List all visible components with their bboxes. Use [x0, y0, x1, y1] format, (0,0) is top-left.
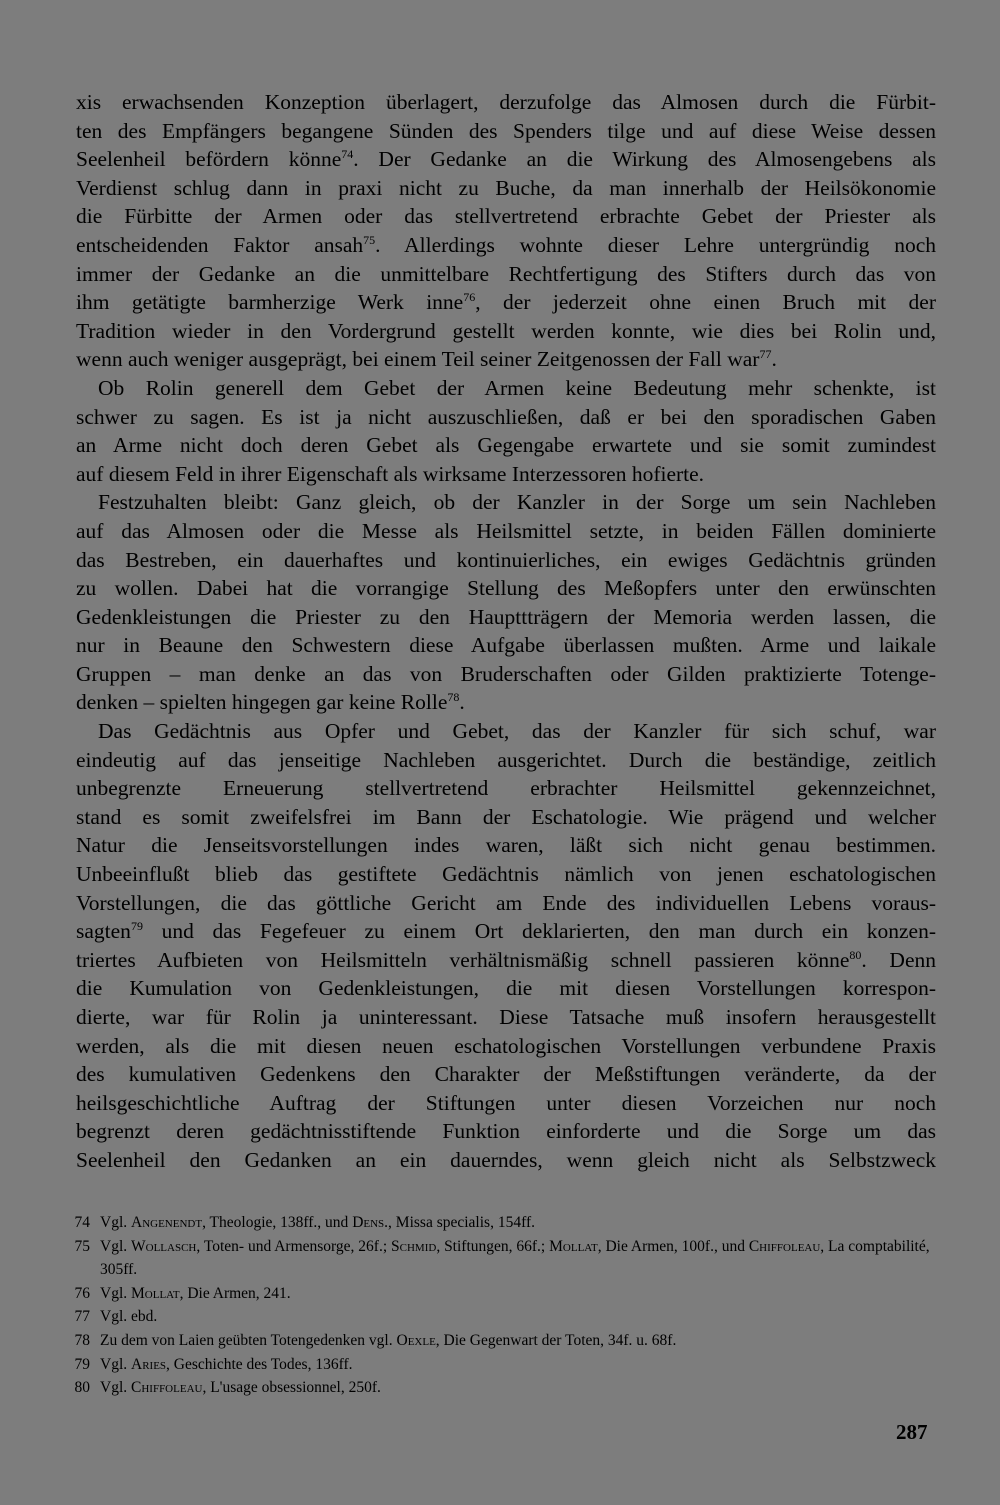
- text-line: das Bestreben, ein dauerhaftes und kontinuierliches, ein ewiges Gedächtnis gründen: [76, 547, 936, 572]
- footnote-76: [60, 1282, 940, 1306]
- footnote-78: [60, 1329, 940, 1353]
- text-line: Seelenheil den Gedanken an ein dauerndes, wenn gleich nicht als Selbstzweck: [76, 1147, 936, 1172]
- text-line: Tradition wieder in den Vordergrund gestellt werden konnte, wie dies bei Rolin und,: [76, 318, 936, 343]
- text-line: heilsgeschichtliche Auftrag der Stiftungen unter diesen Vorzeichen nur noch: [76, 1090, 936, 1115]
- text-line: an Arme nicht doch deren Gebet als Gegengabe erwartete und sie somit zumindest: [76, 433, 936, 458]
- text-line: Unbeeinflußt blieb das gestiftete Gedächtnis nämlich von jenen eschatologischen: [76, 862, 936, 887]
- footnote-text: Vgl. Aries, Geschichte des Todes, 136ff.: [100, 1355, 353, 1373]
- text-line: immer der Gedanke an die unmittelbare Rechtfertigung des Stifters durch das von: [76, 261, 936, 286]
- footnote-marker[interactable]: 78: [447, 690, 460, 705]
- text-line: Gruppen – man denke an das von Bruderschaften oder Gilden praktizierte Totenge-: [76, 661, 936, 686]
- text-line: eindeutig auf das jenseitige Nachleben ausgerichtet. Durch die beständige, zeitlich: [76, 747, 936, 772]
- text-line: stand es somit zweifelsfrei im Bann der Eschatologie. Wie prägend und welcher: [76, 804, 936, 829]
- footnote-80: [60, 1376, 940, 1400]
- footnote-number: 78: [74, 1331, 90, 1349]
- text-line: schwer zu sagen. Es ist ja nicht auszuschließen, daß er bei den sporadischen Gaben: [76, 404, 936, 429]
- footnote-75: [60, 1235, 940, 1282]
- text-line: Gedenkleistungen die Priester zu den Haupttträgern der Memoria werden lassen, die: [76, 604, 936, 629]
- footnote-text: Vgl. ebd.: [100, 1308, 158, 1326]
- footnote-marker[interactable]: 79: [130, 919, 143, 934]
- text-line: begrenzt deren gedächtnisstiftende Funktion einforderte und die Sorge um das: [76, 1119, 936, 1144]
- footnote-number: 75: [74, 1237, 90, 1255]
- text-line: xis erwachsenden Konzeption überlagert, derzufolge das Almosen durch die Fürbit-: [76, 90, 936, 114]
- footnote-number: 77: [74, 1308, 90, 1326]
- footnote-number: 76: [74, 1284, 90, 1302]
- footnote-number: 80: [74, 1379, 90, 1397]
- footnote-text: Vgl. Mollat, Die Armen, 241.: [100, 1284, 291, 1302]
- text-line: triertes Aufbieten von Heilsmitteln verhältnismäßig schnell passieren könne$^{80}$. Denn: [76, 947, 936, 972]
- footnote-marker[interactable]: 80: [849, 947, 862, 962]
- text-line: Verdienst schlug dann in praxi nicht zu Buche, da man innerhalb der Heilsökonomie: [76, 175, 936, 200]
- text-line: denken – spielten hingegen gar keine Rolle$^{78}$.: [76, 690, 465, 715]
- text-line: Das Gedächtnis aus Opfer und Gebet, das der Kanzler für sich schuf, war: [98, 719, 936, 744]
- text-line: ihm getätigte barmherzige Werk inne$^{76}$, der jederzeit ohne einen Bruch mit der: [76, 290, 936, 315]
- footnote-text: Vgl. Angenendt, Theologie, 138ff., und Dens., Missa specialis, 154ff.: [100, 1214, 535, 1231]
- text-line: unbegrenzte Erneuerung stellvertretend erbrachter Heilsmittel gekennzeichnet,: [76, 776, 936, 801]
- text-line: Seelenheil befördern könne$^{74}$. Der Gedanke an die Wirkung des Almosengebens als: [76, 147, 937, 172]
- footnote-79: [60, 1353, 940, 1377]
- text-line: ten des Empfängers begangene Sünden des Spenders tilge und auf diese Weise dessen: [76, 118, 936, 143]
- footnote-77: [60, 1305, 940, 1329]
- footnote-marker[interactable]: 74: [341, 147, 354, 162]
- text-line: Festzuhalten bleibt: Ganz gleich, ob der Kanzler in der Sorge um sein Nachleben: [98, 490, 936, 515]
- text-line: die Fürbitte der Armen oder das stellvertretend erbrachte Gebet der Priester als: [76, 204, 936, 229]
- text-line: dierte, war für Rolin ja uninteressant. Diese Tatsache muß insofern herausgestellt: [76, 1005, 936, 1029]
- text-line: die Kumulation von Gedenkleistungen, die mit diesen Vorstellungen korrespon-: [76, 976, 936, 1001]
- text-line: Ob Rolin generell dem Gebet der Armen keine Bedeutung mehr schenkte, ist: [98, 375, 936, 400]
- text-line: entscheidenden Faktor ansah$^{75}$. Allerdings wohnte dieser Lehre untergründig noch: [76, 232, 936, 257]
- page-number: 287: [896, 1420, 928, 1444]
- footnote-marker[interactable]: 75: [363, 232, 376, 247]
- text-line: auf das Almosen oder die Messe als Heilsmittel setzte, in beiden Fällen dominierte: [76, 518, 936, 543]
- main-text: [76, 88, 936, 1175]
- text-line: des kumulativen Gedenkens den Charakter der Meßstiftungen veränderte, da der: [76, 1062, 936, 1087]
- footnote-text: Vgl. Chiffoleau, L'usage obsessionnel, 250f.: [100, 1379, 381, 1397]
- footnote-text: Zu dem von Laien geübten Totengedenken vgl. Oexle, Die Gegenwart der Toten, 34f. u. 68f.: [100, 1331, 677, 1349]
- footnote-number: 74: [74, 1214, 90, 1231]
- footnotes: [60, 1211, 940, 1400]
- footnote-number: 79: [74, 1355, 90, 1373]
- footnote-text: Vgl. Wollasch, Toten- und Armensorge, 26f.; Schmid, Stiftungen, 66f.; Mollat, Die Armen, 100f., und Chiffoleau, La comptabilité, 305ff.: [100, 1237, 930, 1279]
- text-line: wenn auch weniger ausgeprägt, bei einem Teil seiner Zeitgenossen der Fall war$^{77}$.: [76, 347, 777, 372]
- footnote-74: [60, 1211, 940, 1235]
- footnote-marker[interactable]: 76: [463, 290, 476, 304]
- text-line: Vorstellungen, die das göttliche Gericht am Ende des individuellen Lebens voraus-: [76, 890, 936, 915]
- footnote-marker[interactable]: 77: [759, 347, 772, 362]
- text-line: sagten$^{79}$ und das Fegefeuer zu einem Ort deklarierten, den man durch ein konzen-: [76, 919, 936, 944]
- text-line: Natur die Jenseitsvorstellungen indes waren, läßt sich nicht genau bestimmen.: [76, 833, 936, 858]
- text-line: werden, als die mit diesen neuen eschatologischen Vorstellungen verbundene Praxis: [76, 1033, 936, 1058]
- text-line: zu wollen. Dabei hat die vorrangige Stellung des Meßopfers unter den erwünschten: [76, 576, 936, 601]
- text-line: nur in Beaune den Schwestern diese Aufgabe überlassen mußten. Arme und laikale: [76, 633, 936, 658]
- text-line: auf diesem Feld in ihrer Eigenschaft als wirksame Interzessoren hofierte.: [76, 461, 705, 486]
